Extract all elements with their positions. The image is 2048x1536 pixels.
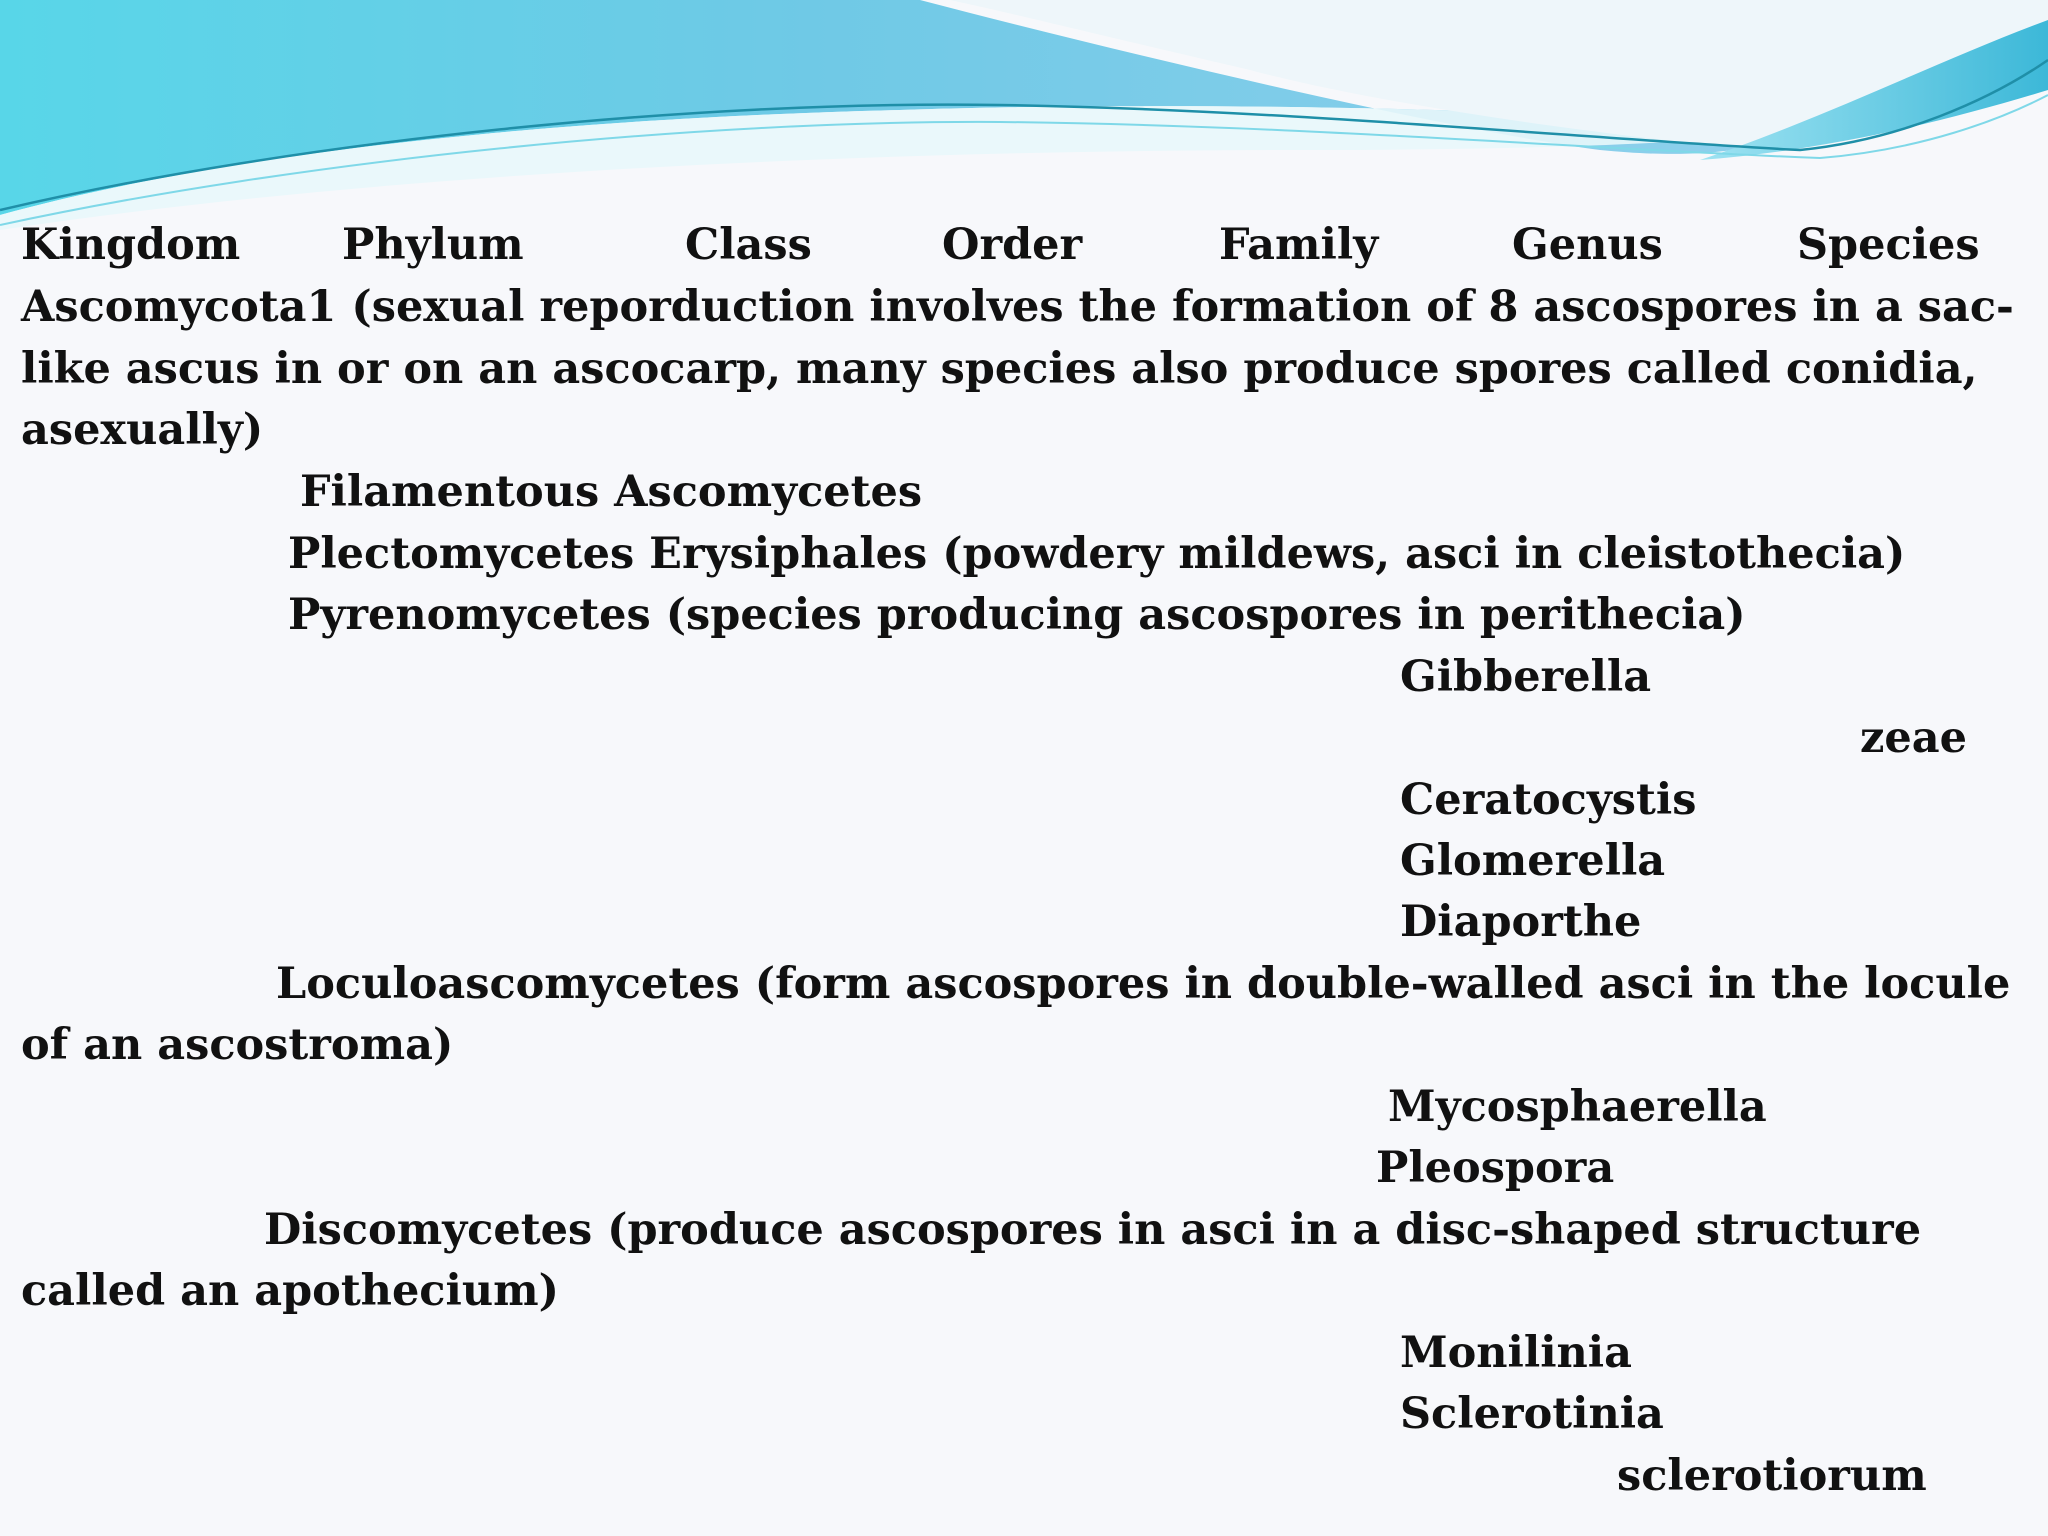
header-phylum: Phylum [342,220,524,270]
group-plectomycetes: Plectomycetes Erysiphales (powdery mildews, asci in cleistothecia) [288,529,1906,579]
header-species: Species [1797,220,1980,270]
group-discomycetes-line-1: Discomycetes (produce ascospores in asci in a disc-shaped structure [264,1205,1922,1255]
genus-mycosphaerella: Mycosphaerella [1388,1082,1767,1132]
phylum-line-1: Ascomycota1 (sexual reporduction involves the formation of 8 ascospores in a sac- [21,282,2014,332]
group-filamentous: Filamentous Ascomycetes [300,467,923,517]
genus-pleospora: Pleospora [1376,1143,1615,1193]
group-loculoascomycetes-line-1: Loculoascomycetes (form ascospores in double-walled asci in the locule [276,959,2011,1009]
phylum-line-3: asexually) [21,405,264,455]
header-order: Order [942,220,1083,270]
genus-diaporthe: Diaporthe [1400,897,1642,947]
genus-monilinia: Monilinia [1400,1328,1633,1378]
genus-sclerotinia: Sclerotinia [1400,1389,1664,1439]
species-sclerotiorum: sclerotiorum [1617,1451,1927,1501]
species-zeae: zeae [1860,713,1967,763]
genus-gibberella: Gibberella [1400,652,1652,702]
header-kingdom: Kingdom [21,220,241,270]
phylum-line-2: like ascus in or on an ascocarp, many species also produce spores called conidia, [21,344,1978,394]
group-pyrenomycetes: Pyrenomycetes (species producing ascospores in perithecia) [288,590,1746,640]
header-family: Family [1219,220,1379,270]
group-discomycetes-line-2: called an apothecium) [21,1266,559,1316]
group-loculoascomycetes-line-2: of an ascostroma) [21,1020,454,1070]
genus-glomerella: Glomerella [1400,836,1666,886]
header-class: Class [685,220,812,270]
genus-ceratocystis: Ceratocystis [1400,775,1697,825]
header-genus: Genus [1512,220,1663,270]
